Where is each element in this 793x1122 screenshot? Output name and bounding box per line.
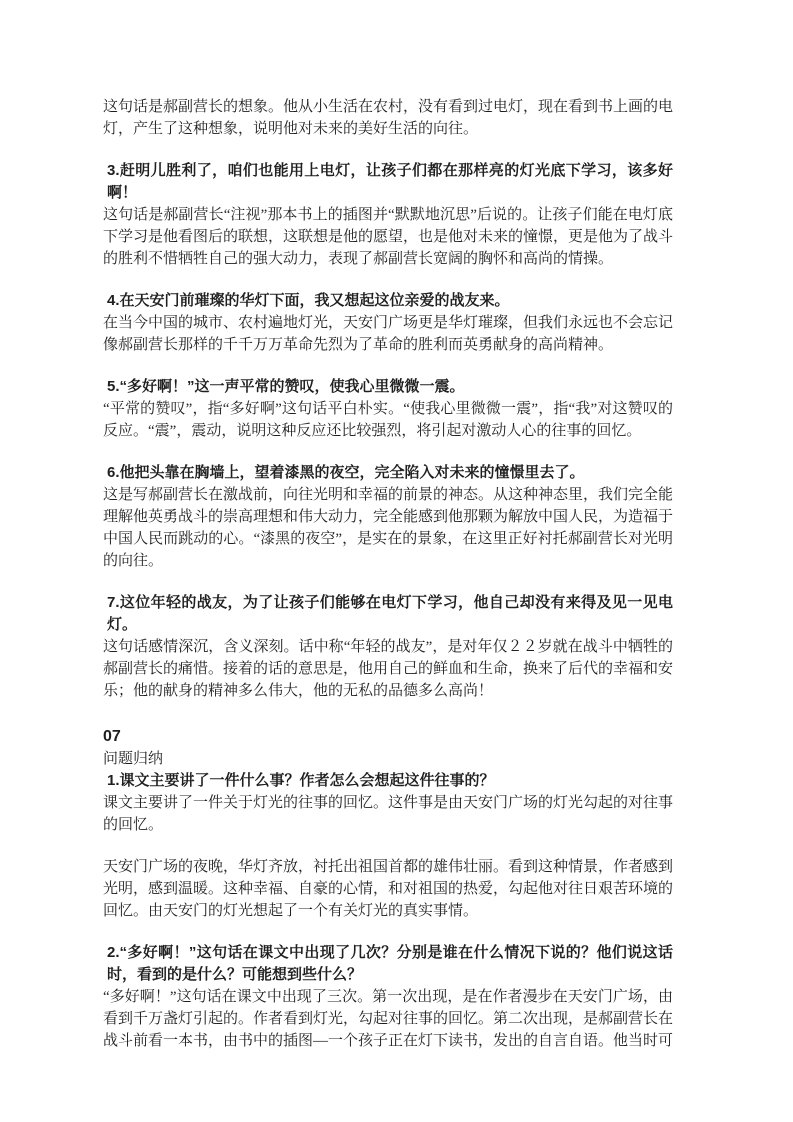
sentence-heading-3: 3.赶明儿胜利了，咱们也能用上电灯，让孩子们都在那样亮的灯光底下学习，该多好啊！	[107, 162, 673, 201]
sentence-heading-7: 7.这位年轻的战友，为了让孩子们能够在电灯下学习，他自己却没有来得及见一见电灯。	[107, 594, 673, 633]
answer-paragraph-question-1b: 天安门广场的夜晚，华灯齐放，衬托出祖国首都的雄伟壮丽。看到这种情景，作者感到光明，感到温暖。这种幸福、自豪的心情，和对祖国的热爱，勾起他对往日艰苦环境的回忆。由天安门的灯光想起了一个有关灯光的真实事情。	[103, 859, 674, 919]
answer-paragraph-sentence-7: 这句话感情深沉，含义深刻。话中称“年轻的战友”，是对年仅２２岁就在战斗中牺牲的郝副营长的痛惜。接着的话的意思是，他用自己的鲜血和生命，换来了后代的幸福和安乐；他的献身的精神多么伟大，他的无私的品德多么高尚！	[103, 639, 674, 699]
section-title-questions: 问题归纳	[103, 751, 164, 767]
section-number-07: 07	[103, 728, 121, 745]
question-heading-2: 2.“多好啊！”这句话在课文中出现了几次？分别是谁在什么情况下说的？他们说这话时，看到的是什么？可能想到些什么？	[107, 944, 673, 983]
sentence-heading-4: 4.在天安门前璀璨的华灯下面，我又想起这位亲爱的战友来。	[107, 292, 510, 309]
answer-paragraph-sentence-4: 在当今中国的城市、农村遍地灯光，天安门广场更是华灯璀璨，但我们永远也不会忘记像郝副营长那样的千千万万革命先烈为了革命的胜利而英勇献身的高尚精神。	[103, 315, 674, 353]
answer-paragraph-sentence-3: 这句话是郝副营长“注视”那本书上的插图并“默默地沉思”后说的。让孩子们能在电灯底下学习是他看图后的联想，这联想是他的愿望，也是他对未来的憧憬，更是他为了战斗的胜利不惜牺牲自己的强大动力，表现了郝副营长宽阔的胸怀和高尚的情操。	[103, 207, 674, 267]
answer-paragraph-sentence-5: “平常的赞叹”，指“多好啊”这句话平白朴实。“使我心里微微一震”，指“我”对这赞叹的反应。“震”，震动，说明这种反应还比较强烈，将引起对激动人心的往事的回忆。	[103, 401, 673, 439]
answer-paragraph-sentence-2: 这句话是郝副营长的想象。他从小生活在农村，没有看到过电灯，现在看到书上画的电灯，产生了这种想象，说明他对未来的美好生活的向往。	[103, 99, 674, 137]
answer-paragraph-question-1a: 课文主要讲了一件关于灯光的往事的回忆。这件事是由天安门广场的灯光勾起的对往事的回忆。	[103, 795, 674, 833]
sentence-heading-5: 5.“多好啊！”这一声平常的赞叹，使我心里微微一震。	[107, 378, 465, 395]
answer-paragraph-question-2: “多好啊！”这句话在课文中出现了三次。第一次出现，是在作者漫步在天安门广场，由看到千万盏灯引起的。作者看到灯光，勾起对往事的回忆。第二次出现，是郝副营长在战斗前看一本书，由书中的插图—一个孩子正在灯下读书，发出的自言自语。他当时可	[103, 989, 674, 1049]
document-content	[103, 96, 673, 1052]
sentence-heading-6: 6.他把头靠在胸墙上，望着漆黑的夜空，完全陷入对未来的憧憬里去了。	[107, 464, 585, 481]
question-heading-1: 1.课文主要讲了一件什么事？作者怎么会想起这件往事的？	[107, 772, 495, 789]
answer-paragraph-sentence-6: 这是写郝副营长在激战前，向往光明和幸福的前景的神态。从这种神态里，我们完全能理解他英勇战斗的崇高理想和伟大动力，完全能感到他那颗为解放中国人民，为造福于中国人民而跳动的心。“漆黑的夜空”，是实在的景象，在这里正好衬托郝副营长对光明的向往。	[103, 487, 674, 569]
